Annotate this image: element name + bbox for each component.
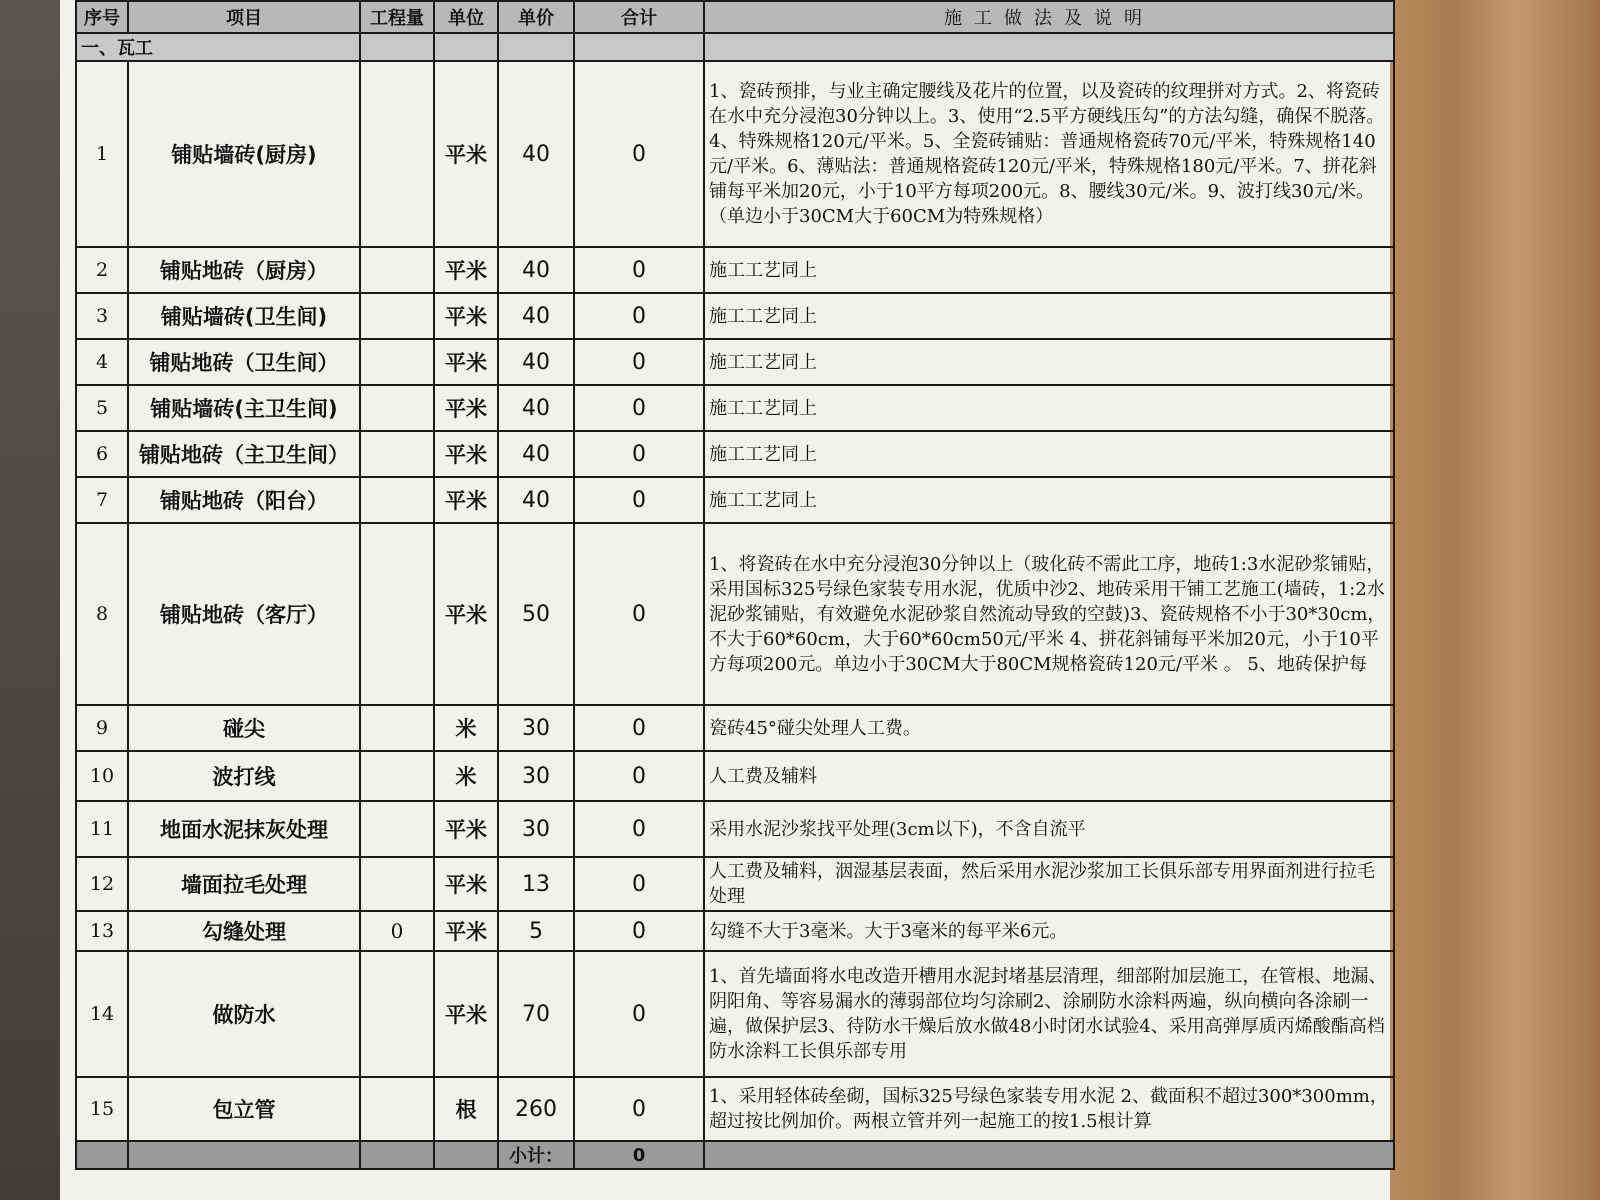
row-unit: 平米 xyxy=(434,247,498,293)
row-seq: 9 xyxy=(76,705,128,751)
row-total: 0 xyxy=(574,951,704,1077)
subtotal-empty-desc xyxy=(704,1141,1394,1169)
row-seq: 2 xyxy=(76,247,128,293)
row-unit: 平米 xyxy=(434,801,498,857)
row-item: 铺贴墙砖(厨房) xyxy=(128,61,360,247)
subtotal-empty-2 xyxy=(128,1141,360,1169)
row-qty xyxy=(360,1077,434,1141)
header-item: 项目 xyxy=(128,1,360,33)
row-qty xyxy=(360,293,434,339)
row-seq: 12 xyxy=(76,857,128,911)
row-seq: 5 xyxy=(76,385,128,431)
row-unit: 米 xyxy=(434,751,498,801)
row-seq: 14 xyxy=(76,951,128,1077)
row-desc: 勾缝不大于3毫米。大于3毫米的每平米6元。 xyxy=(704,911,1394,951)
construction-quote-table xyxy=(75,0,1395,1170)
row-qty xyxy=(360,385,434,431)
row-desc: 1、首先墙面将水电改造开槽用水泥封堵基层清理，细部附加层施工，在管根、地漏、阴阳角、等容易漏水的薄弱部位均匀涂刷2、涂刷防水涂料两遍，纵向横向各涂刷一遍，做保护层3、待防水干燥后放水做48小时闭水试验4、采用高弹厚质丙烯酸酯高档防水涂料工长俱乐部专用 xyxy=(704,951,1394,1077)
row-desc: 人工费及辅料 xyxy=(704,751,1394,801)
row-price: 30 xyxy=(498,751,574,801)
row-total: 0 xyxy=(574,1077,704,1141)
table-row xyxy=(76,911,1394,951)
table-row xyxy=(76,523,1394,705)
section-row xyxy=(76,33,1394,61)
row-item: 墙面拉毛处理 xyxy=(128,857,360,911)
subtotal-empty-4 xyxy=(434,1141,498,1169)
row-unit: 米 xyxy=(434,705,498,751)
table-row xyxy=(76,385,1394,431)
row-total: 0 xyxy=(574,857,704,911)
header-price: 单价 xyxy=(498,1,574,33)
row-unit: 平米 xyxy=(434,477,498,523)
row-total: 0 xyxy=(574,801,704,857)
row-price: 40 xyxy=(498,293,574,339)
row-price: 40 xyxy=(498,247,574,293)
row-qty: 0 xyxy=(360,911,434,951)
row-item: 碰尖 xyxy=(128,705,360,751)
row-item: 铺贴地砖（客厅） xyxy=(128,523,360,705)
table-row xyxy=(76,801,1394,857)
row-item: 勾缝处理 xyxy=(128,911,360,951)
row-item: 做防水 xyxy=(128,951,360,1077)
table-row xyxy=(76,431,1394,477)
row-unit: 平米 xyxy=(434,339,498,385)
table-row xyxy=(76,1077,1394,1141)
row-desc: 施工工艺同上 xyxy=(704,431,1394,477)
table-row xyxy=(76,705,1394,751)
row-item: 波打线 xyxy=(128,751,360,801)
row-unit: 平米 xyxy=(434,857,498,911)
row-total: 0 xyxy=(574,339,704,385)
row-price: 70 xyxy=(498,951,574,1077)
row-desc: 瓷砖45°碰尖处理人工费。 xyxy=(704,705,1394,751)
header-unit: 单位 xyxy=(434,1,498,33)
row-total: 0 xyxy=(574,247,704,293)
row-item: 铺贴墙砖(卫生间) xyxy=(128,293,360,339)
row-qty xyxy=(360,801,434,857)
row-item: 铺贴地砖（阳台） xyxy=(128,477,360,523)
row-qty xyxy=(360,431,434,477)
row-price: 30 xyxy=(498,801,574,857)
subtotal-row xyxy=(76,1141,1394,1169)
row-qty xyxy=(360,247,434,293)
row-price: 50 xyxy=(498,523,574,705)
row-unit: 平米 xyxy=(434,293,498,339)
row-qty xyxy=(360,857,434,911)
row-desc: 施工工艺同上 xyxy=(704,293,1394,339)
row-desc: 1、将瓷砖在水中充分浸泡30分钟以上（玻化砖不需此工序，地砖1:3水泥砂浆铺贴，采用国标325号绿色家装专用水泥，优质中沙2、地砖采用干铺工艺施工(墙砖，1:2水泥砂浆铺贴，有效避免水泥砂浆自然流动导致的空鼓)3、瓷砖规格不小于30*30cm，不大于60*60cm，大于60*60cm50元/平米 4、拼花斜铺每平米加20元，小于10平方每项200元。单边小于30CM大于80CM规格瓷砖120元/平米 。 5、地砖保护每 xyxy=(704,523,1394,705)
table-row xyxy=(76,857,1394,911)
row-price: 40 xyxy=(498,61,574,247)
row-item: 包立管 xyxy=(128,1077,360,1141)
row-unit: 平米 xyxy=(434,385,498,431)
row-total: 0 xyxy=(574,477,704,523)
row-unit: 平米 xyxy=(434,431,498,477)
header-qty: 工程量 xyxy=(360,1,434,33)
subtotal-value: 0 xyxy=(574,1141,704,1169)
row-price: 40 xyxy=(498,339,574,385)
row-qty xyxy=(360,477,434,523)
header-row xyxy=(76,1,1394,33)
row-qty xyxy=(360,751,434,801)
row-total: 0 xyxy=(574,705,704,751)
row-price: 5 xyxy=(498,911,574,951)
row-unit: 根 xyxy=(434,1077,498,1141)
row-desc: 1、瓷砖预排，与业主确定腰线及花片的位置，以及瓷砖的纹理拼对方式。2、将瓷砖在水中充分浸泡30分钟以上。3、使用“2.5平方硬线压勾”的方法勾缝，确保不脱落。4、特殊规格120元/平米。5、全瓷砖铺贴：普通规格瓷砖70元/平米，特殊规格140元/平米。6、薄贴法：普通规格瓷砖120元/平米，特殊规格180元/平米。7、拼花斜铺每平米加20元，小于10平方每项200元。8、腰线30元/米。9、波打线30元/米。（单边小于30CM大于60CM为特殊规格） xyxy=(704,61,1394,247)
row-total: 0 xyxy=(574,751,704,801)
row-unit: 平米 xyxy=(434,523,498,705)
row-seq: 7 xyxy=(76,477,128,523)
row-total: 0 xyxy=(574,293,704,339)
row-total: 0 xyxy=(574,61,704,247)
section-empty-qty xyxy=(360,33,434,61)
table-row xyxy=(76,293,1394,339)
row-price: 40 xyxy=(498,477,574,523)
table-row xyxy=(76,61,1394,247)
row-seq: 4 xyxy=(76,339,128,385)
section-empty-total xyxy=(574,33,704,61)
row-desc: 施工工艺同上 xyxy=(704,339,1394,385)
row-total: 0 xyxy=(574,431,704,477)
row-total: 0 xyxy=(574,385,704,431)
subtotal-label: 小计： xyxy=(498,1141,574,1169)
row-item: 地面水泥抹灰处理 xyxy=(128,801,360,857)
table-row xyxy=(76,951,1394,1077)
row-item: 铺贴地砖（卫生间） xyxy=(128,339,360,385)
row-qty xyxy=(360,523,434,705)
row-qty xyxy=(360,705,434,751)
row-unit: 平米 xyxy=(434,951,498,1077)
row-unit: 平米 xyxy=(434,911,498,951)
row-desc: 施工工艺同上 xyxy=(704,477,1394,523)
row-qty xyxy=(360,61,434,247)
row-price: 13 xyxy=(498,857,574,911)
row-price: 40 xyxy=(498,431,574,477)
header-desc: 施工做法及说明 xyxy=(704,1,1394,33)
subtotal-empty-3 xyxy=(360,1141,434,1169)
row-desc: 施工工艺同上 xyxy=(704,247,1394,293)
row-seq: 10 xyxy=(76,751,128,801)
row-seq: 3 xyxy=(76,293,128,339)
row-price: 30 xyxy=(498,705,574,751)
table-row xyxy=(76,751,1394,801)
row-desc: 施工工艺同上 xyxy=(704,385,1394,431)
row-total: 0 xyxy=(574,911,704,951)
table-row xyxy=(76,339,1394,385)
row-seq: 11 xyxy=(76,801,128,857)
table-row xyxy=(76,477,1394,523)
photo-background-left xyxy=(0,0,60,1200)
subtotal-empty-1 xyxy=(76,1141,128,1169)
table-row xyxy=(76,247,1394,293)
row-item: 铺贴墙砖(主卫生间) xyxy=(128,385,360,431)
section-empty-desc xyxy=(704,33,1394,61)
row-total: 0 xyxy=(574,523,704,705)
row-seq: 6 xyxy=(76,431,128,477)
row-qty xyxy=(360,339,434,385)
row-seq: 15 xyxy=(76,1077,128,1141)
section-empty-unit xyxy=(434,33,498,61)
section-title: 一、瓦工 xyxy=(76,33,360,61)
row-qty xyxy=(360,951,434,1077)
wooden-table-background xyxy=(1390,0,1600,1200)
row-item: 铺贴地砖（厨房） xyxy=(128,247,360,293)
row-item: 铺贴地砖（主卫生间） xyxy=(128,431,360,477)
header-seq: 序号 xyxy=(76,1,128,33)
row-price: 260 xyxy=(498,1077,574,1141)
row-seq: 8 xyxy=(76,523,128,705)
row-seq: 1 xyxy=(76,61,128,247)
row-desc: 人工费及辅料，洇湿基层表面，然后采用水泥沙浆加工长俱乐部专用界面剂进行拉毛处理 xyxy=(704,857,1394,911)
row-desc: 1、采用轻体砖垒砌，国标325号绿色家装专用水泥 2、截面积不超过300*300mm，超过按比例加价。两根立管并列一起施工的按1.5根计算 xyxy=(704,1077,1394,1141)
section-empty-price xyxy=(498,33,574,61)
row-desc: 采用水泥沙浆找平处理(3cm以下)，不含自流平 xyxy=(704,801,1394,857)
row-price: 40 xyxy=(498,385,574,431)
row-unit: 平米 xyxy=(434,61,498,247)
header-total: 合计 xyxy=(574,1,704,33)
row-seq: 13 xyxy=(76,911,128,951)
